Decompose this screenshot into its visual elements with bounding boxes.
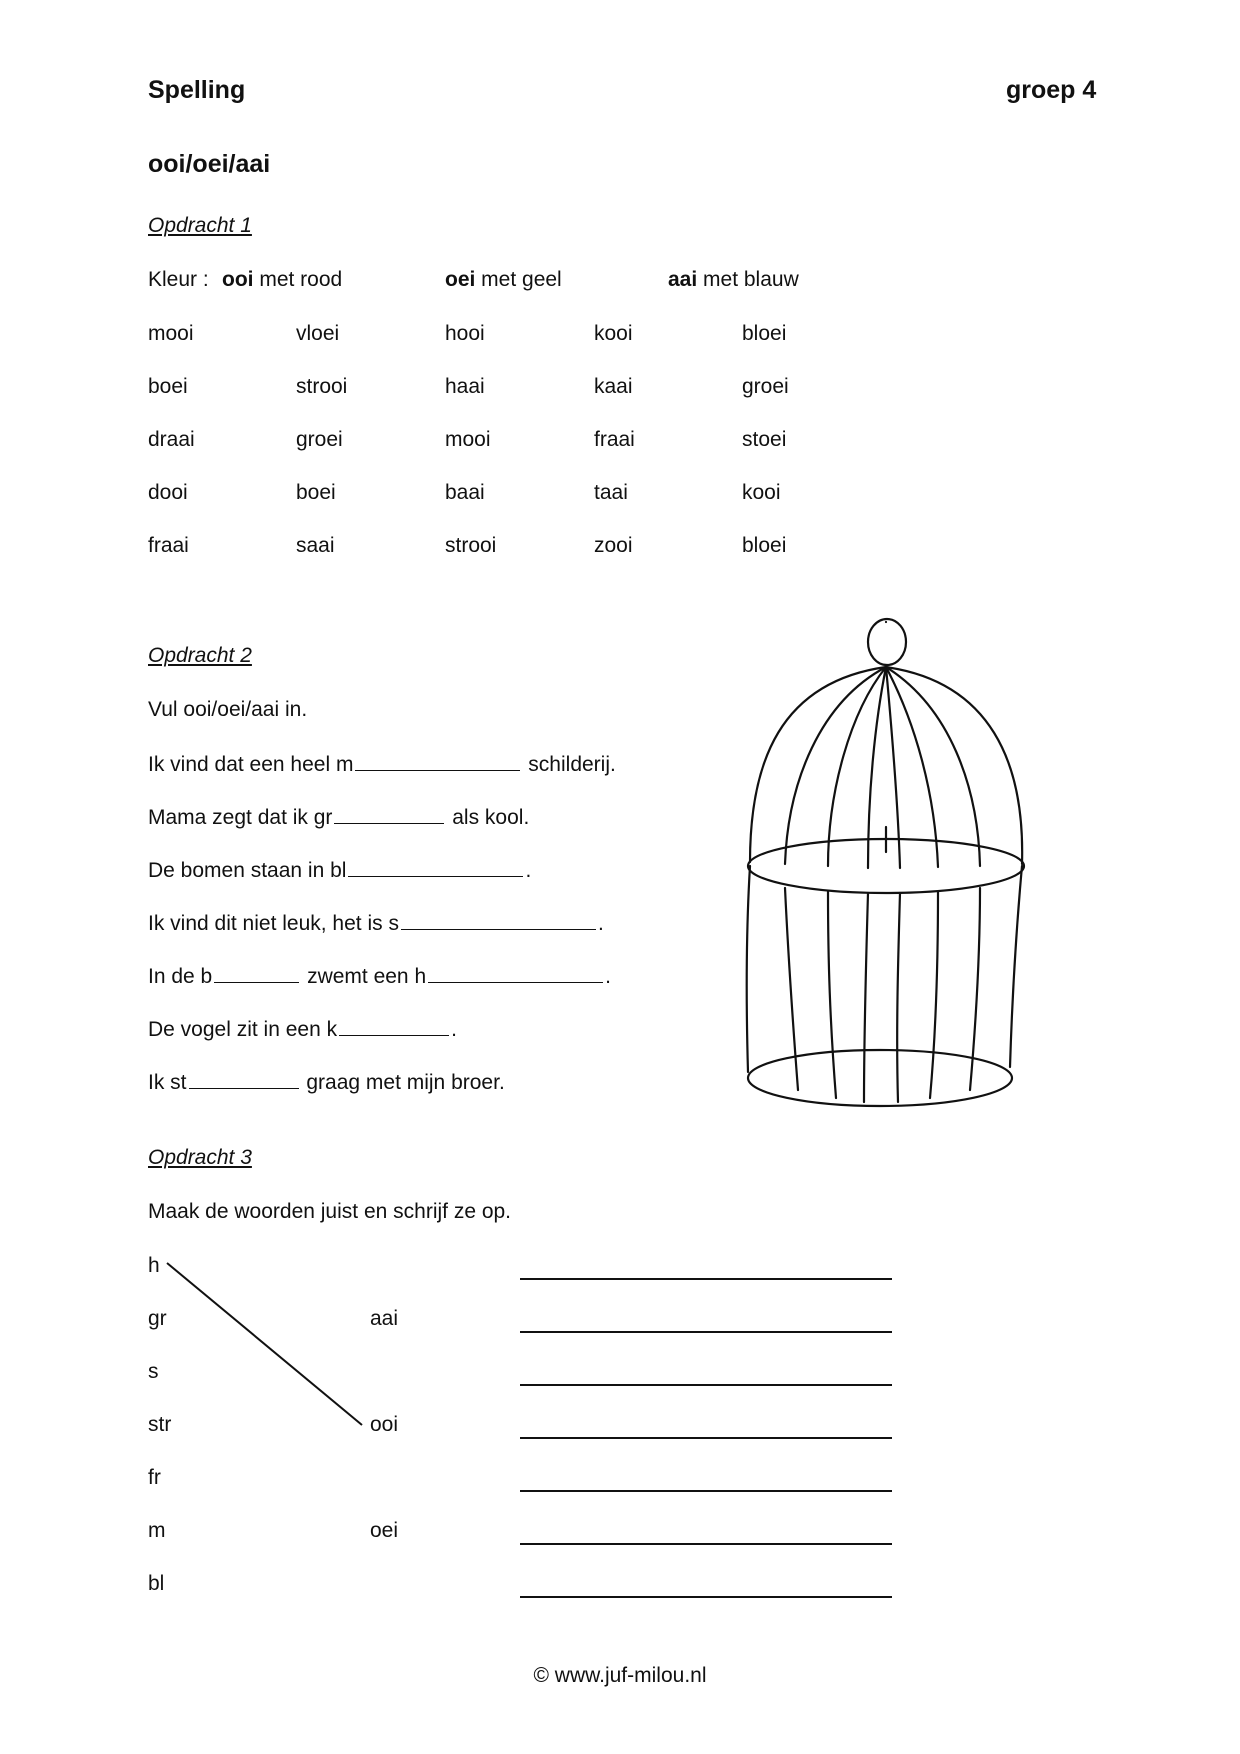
sentence-text: . [605,965,611,988]
grid-word[interactable]: mooi [148,322,194,345]
sentence-text: . [451,1018,457,1041]
grid-word[interactable]: vloei [296,322,340,345]
answer-line[interactable] [520,1543,892,1545]
grid-word[interactable]: groei [742,375,789,398]
worksheet-title: ooi/oei/aai [148,150,271,178]
grid-word[interactable]: taai [594,481,628,504]
color-yellow: met geel [475,268,562,291]
grid-word[interactable]: draai [148,428,195,451]
grid-word[interactable]: boei [148,375,188,398]
grid-word[interactable]: fraai [148,534,189,557]
word-beginning[interactable]: m [148,1519,166,1542]
sentence-text: Mama zegt dat ik gr [148,806,333,829]
color-instruction-prefix: Kleur : [148,268,209,291]
answer-line[interactable] [520,1490,892,1492]
group-label: groep 4 [1006,76,1097,104]
sentence-text: schilderij. [522,753,616,776]
grid-word[interactable]: fraai [594,428,635,451]
subject-label: Spelling [148,76,246,104]
match-instruction: Maak de woorden juist en schrijf ze op. [148,1200,512,1223]
word-beginning[interactable]: h [148,1254,160,1277]
answer-line[interactable] [520,1596,892,1598]
answer-line[interactable] [520,1384,892,1386]
grid-word[interactable]: mooi [445,428,491,451]
grid-word[interactable]: dooi [148,481,188,504]
grid-word[interactable]: bloei [742,534,787,557]
grid-word[interactable]: strooi [296,375,348,398]
answer-line[interactable] [520,1278,892,1280]
sentence-text: De vogel zit in een k [148,1018,338,1041]
answer-line[interactable] [520,1331,892,1333]
sentence-text: . [597,912,604,935]
grid-word[interactable]: baai [445,481,485,504]
answer-line[interactable] [520,1437,892,1439]
grid-word[interactable]: haai [445,375,485,398]
sentence-text: . [525,859,532,882]
sentence-text: als kool. [446,806,530,829]
sentence-text: De bomen staan in bl [148,859,347,882]
grid-word[interactable]: kaai [594,375,633,398]
sentence-text: Ik vind dit niet leuk, het is s [148,912,399,935]
word-beginning[interactable]: gr [148,1307,167,1330]
grid-word[interactable]: kooi [742,481,781,504]
word-ending[interactable]: aai [370,1307,399,1330]
word-beginning[interactable]: str [148,1413,172,1436]
opdracht-3-heading: Opdracht 3 [148,1146,252,1169]
sound-ooi: ooi [222,268,254,291]
sentence-text: In de b [148,965,213,988]
grid-word[interactable]: strooi [445,534,497,557]
copyright-footer: © www.juf-milou.nl [533,1664,707,1687]
sentence-text: Ik st [148,1071,187,1094]
sound-aai: aai [668,268,698,291]
grid-word[interactable]: saai [296,534,335,557]
word-beginning[interactable]: bl [148,1572,165,1595]
fill-in-instruction: Vul ooi/oei/aai in. [148,698,308,721]
color-red: met rood [253,268,343,291]
word-beginning[interactable]: s [148,1360,159,1383]
grid-word[interactable]: kooi [594,322,633,345]
opdracht-2-heading: Opdracht 2 [148,644,252,667]
grid-word[interactable]: boei [296,481,336,504]
word-ending[interactable]: oei [370,1519,399,1542]
grid-word[interactable]: bloei [742,322,787,345]
opdracht-1-heading: Opdracht 1 [148,214,252,237]
grid-word[interactable]: zooi [594,534,633,557]
sound-oei: oei [445,268,476,291]
sentence-text: zwemt een h [301,965,427,988]
word-beginning[interactable]: fr [148,1466,161,1489]
grid-word[interactable]: stoei [742,428,787,451]
color-blue: met blauw [697,268,799,291]
grid-word[interactable]: groei [296,428,343,451]
sentence-text: graag met mijn broer. [300,1071,505,1094]
word-ending[interactable]: ooi [370,1413,399,1436]
sentence-text: Ik vind dat een heel m [148,753,354,776]
grid-word[interactable]: hooi [445,322,485,345]
